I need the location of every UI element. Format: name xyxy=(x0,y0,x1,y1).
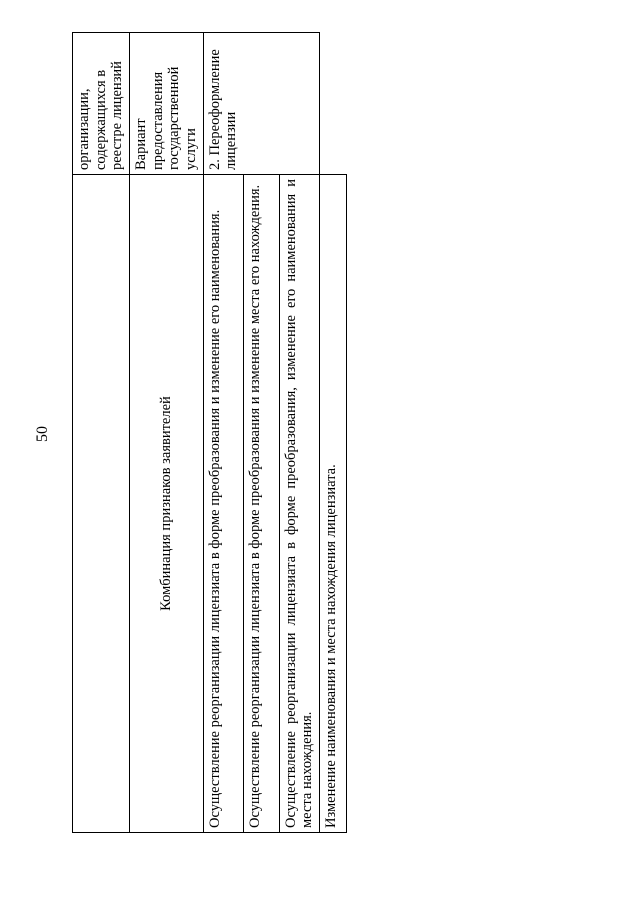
row-text-3: Осуществление реорганизации лицензиата в форме преобразования, изменение его наименования и места нахождения. xyxy=(279,175,319,833)
table-row xyxy=(319,33,346,833)
table-row xyxy=(73,33,130,833)
row-text-2: Осуществление реорганизации лицензиата в форме преобразования и изменение места его нахождения. xyxy=(243,175,279,833)
table-row xyxy=(243,33,279,833)
header-variant: Вариант предоставления государственной услуги xyxy=(130,33,204,175)
table-header-row xyxy=(130,33,204,833)
top-right-cell: организации, содержащихся в реестре лицензий xyxy=(73,33,130,175)
variant-cell-continued xyxy=(243,33,279,175)
table-row xyxy=(203,33,243,833)
table-cell-empty xyxy=(73,175,130,833)
licensing-variants-table xyxy=(72,32,347,833)
variant-cell: 2. Переоформление лицензии xyxy=(203,33,243,175)
table-cell-empty xyxy=(319,33,346,175)
page-number: 50 xyxy=(34,426,51,442)
rotated-page-content xyxy=(72,33,339,833)
row-text-1: Осуществление реорганизации лицензиата в форме преобразования и изменение его наименования. xyxy=(203,175,243,833)
table-row xyxy=(279,33,319,833)
variant-cell-end xyxy=(279,33,319,175)
table-stage xyxy=(72,33,339,833)
header-combination: Комбинация признаков заявителей xyxy=(130,175,204,833)
row-text-4: Изменение наименования и места нахождения лицензиата. xyxy=(319,175,346,833)
